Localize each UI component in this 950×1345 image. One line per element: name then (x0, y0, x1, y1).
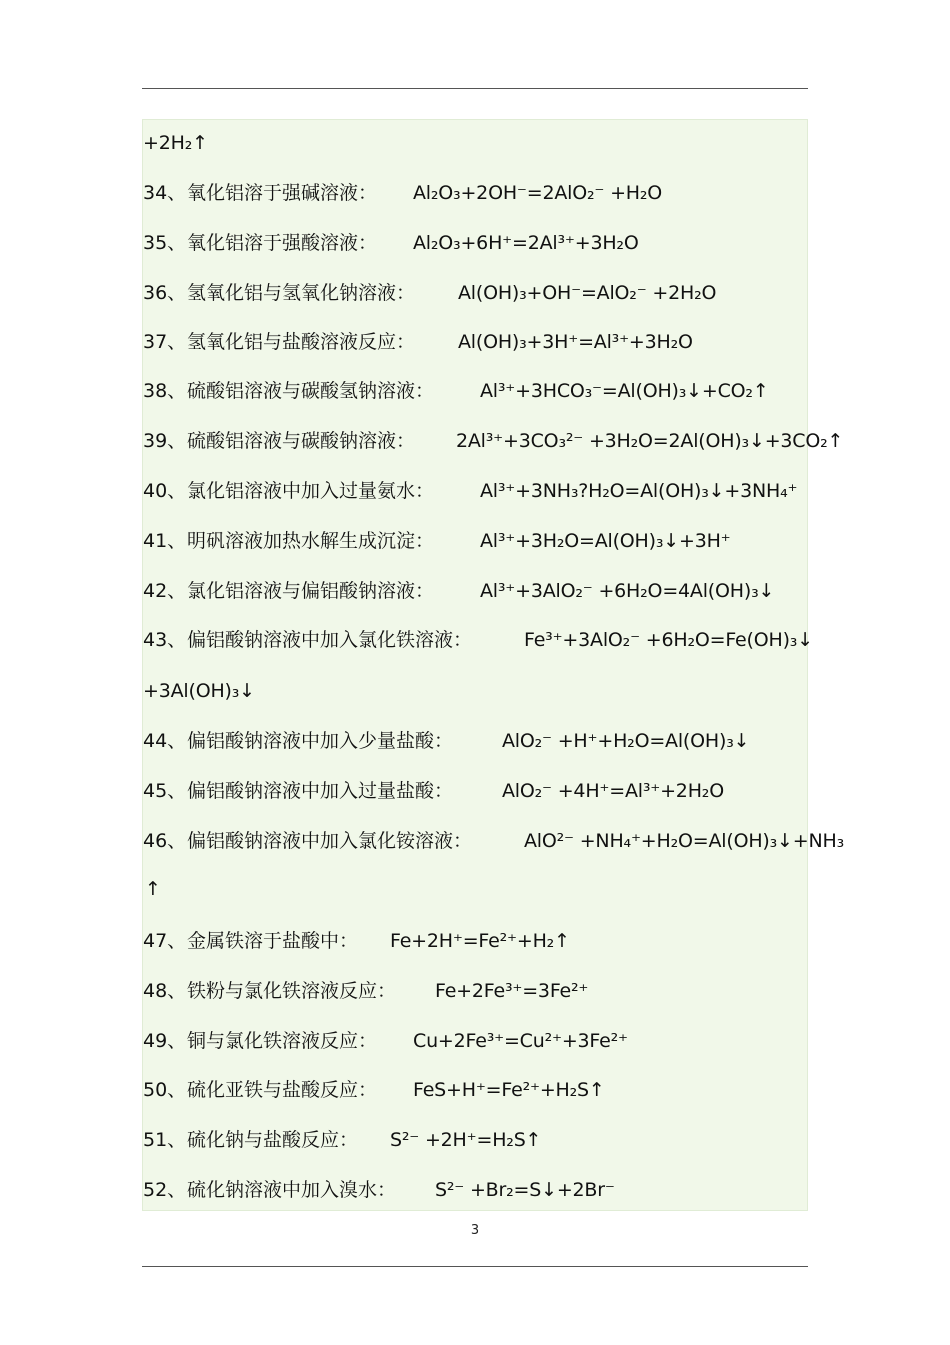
item-equation: AlO₂⁻ +4H⁺=Al³⁺+2H₂O (502, 780, 724, 802)
item-equation: Al³⁺+3HCO₃⁻=Al(OH)₃↓+CO₂↑ (480, 380, 769, 402)
item-equation: +2H₂↑ (143, 132, 208, 154)
item-equation: Al₂O₃+2OH⁻=2AlO₂⁻ +H₂O (413, 182, 663, 204)
list-item (143, 976, 589, 1006)
item-equation: FeS+H⁺=Fe²⁺+H₂S↑ (413, 1079, 605, 1101)
list-item (143, 826, 844, 856)
item-equation: Fe³⁺+3AlO₂⁻ +6H₂O=Fe(OH)₃↓ (524, 629, 813, 651)
item-equation: Fe+2Fe³⁺=3Fe²⁺ (435, 980, 589, 1002)
item-equation: Al(OH)₃+3H⁺=Al³⁺+3H₂O (458, 331, 693, 353)
item-description: 氯化铝溶液中加入过量氨水： (187, 480, 435, 502)
item-equation: S²⁻ +2H⁺=H₂S↑ (390, 1129, 542, 1151)
item-description: 氧化铝溶于强碱溶液： (187, 182, 378, 204)
item-description: 明矾溶液加热水解生成沉淀： (187, 530, 435, 552)
item-number: 40、 (143, 480, 187, 502)
equation-list (142, 119, 844, 1211)
item-description: 偏铝酸钠溶液中加入过量盐酸： (187, 780, 454, 802)
list-item (143, 726, 750, 756)
item-number: 35、 (143, 232, 187, 254)
item-description: 硫化钠溶液中加入溴水： (187, 1179, 397, 1201)
list-item (143, 128, 208, 158)
header-rule (142, 88, 808, 89)
list-item (143, 926, 570, 956)
item-number: 38、 (143, 380, 187, 402)
list-item (143, 526, 731, 556)
item-description: 硫酸铝溶液与碳酸钠溶液： (187, 430, 416, 452)
item-description: 铁粉与氯化铁溶液反应： (187, 980, 397, 1002)
item-description: 硫化钠与盐酸反应： (187, 1129, 359, 1151)
item-description: 氧化铝溶于强酸溶液： (187, 232, 378, 254)
item-number: 51、 (143, 1129, 187, 1151)
list-item (143, 776, 724, 806)
item-equation: Al³⁺+3H₂O=Al(OH)₃↓+3H⁺ (480, 530, 731, 552)
item-number: 44、 (143, 730, 187, 752)
item-equation: Al₂O₃+6H⁺=2Al³⁺+3H₂O (413, 232, 639, 254)
item-equation: AlO²⁻ +NH₄⁺+H₂O=Al(OH)₃↓+NH₃ (524, 830, 844, 852)
item-equation: S²⁻ +Br₂=S↓+2Br⁻ (435, 1179, 615, 1201)
item-number: 47、 (143, 930, 187, 952)
item-equation: 2Al³⁺+3CO₃²⁻ +3H₂O=2Al(OH)₃↓+3CO₂↑ (456, 430, 844, 452)
page-number: 3 (470, 1223, 480, 1238)
list-item (143, 476, 798, 506)
item-equation: ↑ (145, 878, 161, 900)
list-item (143, 1026, 628, 1056)
item-number: 43、 (143, 629, 187, 651)
item-description: 偏铝酸钠溶液中加入氯化铵溶液： (187, 830, 473, 852)
item-number: 49、 (143, 1030, 187, 1052)
list-item (143, 1075, 605, 1105)
item-equation: +3Al(OH)₃↓ (143, 680, 255, 702)
list-item (143, 278, 717, 308)
item-number: 41、 (143, 530, 187, 552)
item-number: 39、 (143, 430, 187, 452)
item-number: 36、 (143, 282, 187, 304)
item-number: 48、 (143, 980, 187, 1002)
list-item (143, 327, 693, 357)
item-description: 氯化铝溶液与偏铝酸钠溶液： (187, 580, 435, 602)
list-item (143, 178, 663, 208)
item-number: 50、 (143, 1079, 187, 1101)
list-item (143, 1125, 542, 1155)
item-description: 铜与氯化铁溶液反应： (187, 1030, 378, 1052)
list-item (143, 426, 844, 456)
item-equation: Fe+2H⁺=Fe²⁺+H₂↑ (390, 930, 570, 952)
list-item (143, 625, 813, 655)
item-description: 氢氧化铝与盐酸溶液反应： (187, 331, 416, 353)
item-equation: Cu+2Fe³⁺=Cu²⁺+3Fe²⁺ (413, 1030, 628, 1052)
item-number: 46、 (143, 830, 187, 852)
item-description: 硫化亚铁与盐酸反应： (187, 1079, 378, 1101)
item-description: 金属铁溶于盐酸中： (187, 930, 359, 952)
item-number: 52、 (143, 1179, 187, 1201)
item-description: 偏铝酸钠溶液中加入氯化铁溶液： (187, 629, 473, 651)
item-equation: AlO₂⁻ +H⁺+H₂O=Al(OH)₃↓ (502, 730, 750, 752)
item-number: 34、 (143, 182, 187, 204)
list-item (143, 376, 769, 406)
footer-rule (142, 1266, 808, 1267)
item-equation: Al³⁺+3AlO₂⁻ +6H₂O=4Al(OH)₃↓ (480, 580, 775, 602)
item-number: 37、 (143, 331, 187, 353)
item-number: 45、 (143, 780, 187, 802)
list-item (143, 676, 255, 706)
list-item (143, 874, 187, 904)
list-item (143, 1175, 615, 1205)
item-equation: Al(OH)₃+OH⁻=AlO₂⁻ +2H₂O (458, 282, 717, 304)
item-description: 偏铝酸钠溶液中加入少量盐酸： (187, 730, 454, 752)
item-equation: Al³⁺+3NH₃?H₂O=Al(OH)₃↓+3NH₄⁺ (480, 480, 798, 502)
list-item (143, 228, 639, 258)
list-item (143, 576, 775, 606)
item-number: 42、 (143, 580, 187, 602)
item-description: 氢氧化铝与氢氧化钠溶液： (187, 282, 416, 304)
item-description: 硫酸铝溶液与碳酸氢钠溶液： (187, 380, 435, 402)
